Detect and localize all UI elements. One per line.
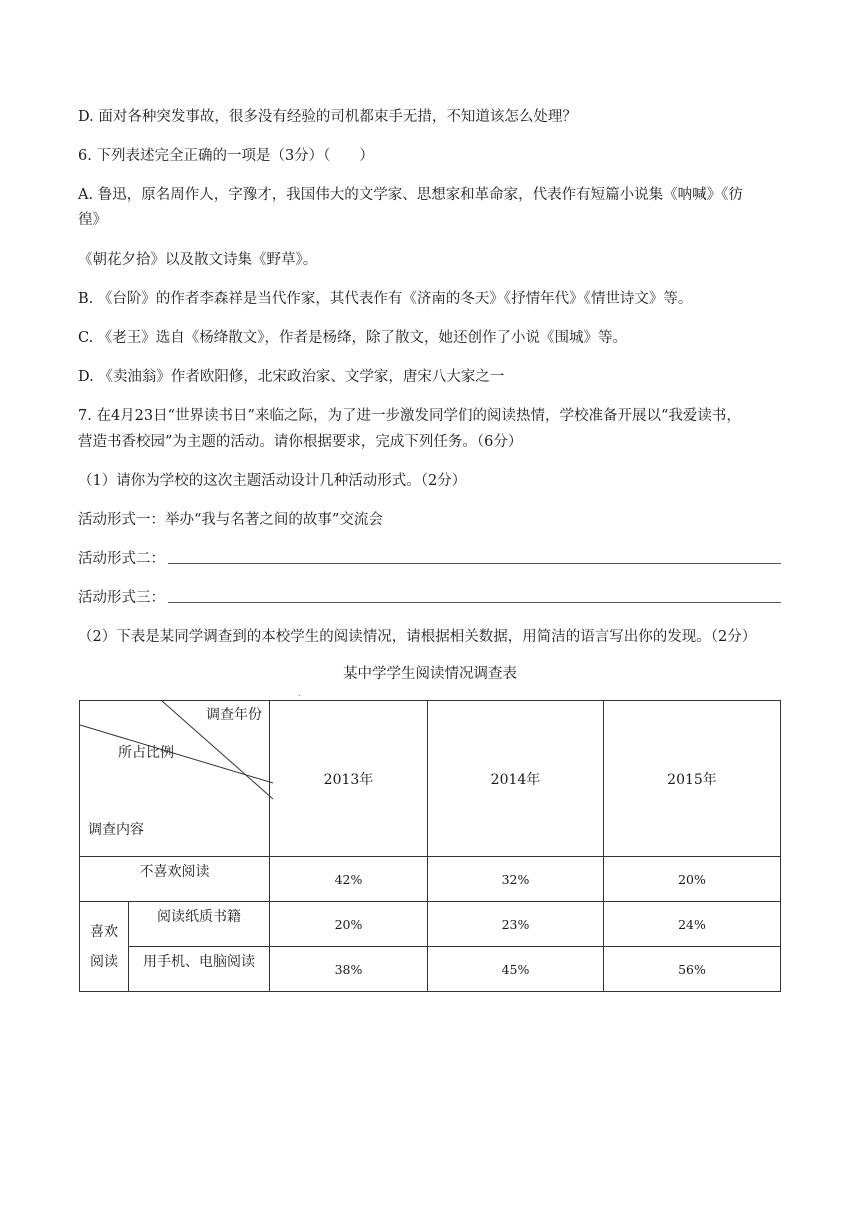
row-label-paper: 阅读纸质书籍 — [129, 902, 270, 947]
question-7-part-1: （1）请你为学校的这次主题活动设计几种活动形式。（2分） — [78, 473, 467, 489]
question-6-option-a-line3: 《朝花夕拾》以及散文诗集《野草》。 — [78, 252, 318, 268]
question-7-stem-line1: 7. 在4月23日“世界读书日”来临之际，为了进一步激发同学们的阅读热情，学校准备开展以“我爱读书， — [78, 408, 741, 424]
question-6-option-d: D. 《卖油翁》作者欧阳修，北宋政治家、文学家，唐宋八大家之一 — [78, 369, 505, 385]
year-header-2013: 2013年 — [270, 701, 428, 857]
row-group-like — [80, 902, 129, 992]
table-row — [80, 947, 781, 992]
row-label-dislike: 不喜欢阅读 — [80, 857, 270, 902]
corner-label-content: 调查内容 — [88, 822, 144, 838]
question-6-option-a-line1: A. 鲁迅，原名周作人，字豫才，我国伟大的文学家、思想家和革命家，代表作有短篇小说集《呐喊》《彷 — [78, 187, 743, 203]
cell-paper-2015: 24% — [604, 902, 781, 947]
question-6-option-a-line2: 徨》 — [78, 212, 107, 228]
table-row — [80, 857, 781, 902]
table-title: 某中学学生阅读情况调查表 — [343, 666, 517, 682]
question-6-option-b: B. 《台阶》的作者李森祥是当代作家，其代表作有《济南的冬天》《抒情年代》《情世诗文》等。 — [78, 291, 693, 307]
cell-paper-2013: 20% — [270, 902, 428, 947]
activity-form-2-label: 活动形式二： — [78, 551, 165, 567]
question-6-stem: 6. 下列表述完全正确的一项是（3分）（ ） — [78, 148, 374, 164]
cell-digital-2013: 38% — [270, 947, 428, 992]
cell-dislike-2015: 20% — [604, 857, 781, 902]
question-6-option-c: C. 《老王》选自《杨绛散文》，作者是杨绛，除了散文，她还创作了小说《围城》等。 — [78, 330, 628, 346]
cell-paper-2014: 23% — [428, 902, 604, 947]
activity-form-3-label: 活动形式三： — [78, 590, 165, 606]
row-label-digital: 用手机、电脑阅读 — [129, 947, 270, 992]
cell-dislike-2014: 32% — [428, 857, 604, 902]
corner-label-year: 调查年份 — [206, 707, 262, 723]
diagonal-header-cell — [80, 701, 270, 857]
year-header-2014: 2014年 — [428, 701, 604, 857]
year-header-2015: 2015年 — [604, 701, 781, 857]
activity-form-3-answer-line[interactable] — [168, 602, 781, 603]
cell-digital-2014: 45% — [428, 947, 604, 992]
question-7-part-2: （2）下表是某同学调查到的本校学生的阅读情况，请根据相关数据，用简洁的语言写出你的发现。（2分） — [78, 629, 757, 645]
activity-form-2-answer-line[interactable] — [168, 563, 781, 564]
stray-dot: . — [298, 689, 301, 698]
question-5-option-d: D. 面对各种突发事故，很多没有经验的司机都束手无措，不知道该怎么处理？ — [78, 109, 577, 125]
question-7-stem-line2: 营造书香校园”为主题的活动。请你根据要求，完成下列任务。（6分） — [78, 434, 523, 450]
table-header-row — [80, 701, 781, 857]
reading-survey-table — [79, 700, 781, 992]
cell-digital-2015: 56% — [604, 947, 781, 992]
cell-dislike-2013: 42% — [270, 857, 428, 902]
table-row — [80, 902, 781, 947]
row-group-like-label: 喜欢阅读 — [90, 923, 118, 970]
corner-label-ratio: 所占比例 — [118, 745, 174, 761]
activity-form-1: 活动形式一：举办“我与名著之间的故事”交流会 — [78, 512, 383, 528]
